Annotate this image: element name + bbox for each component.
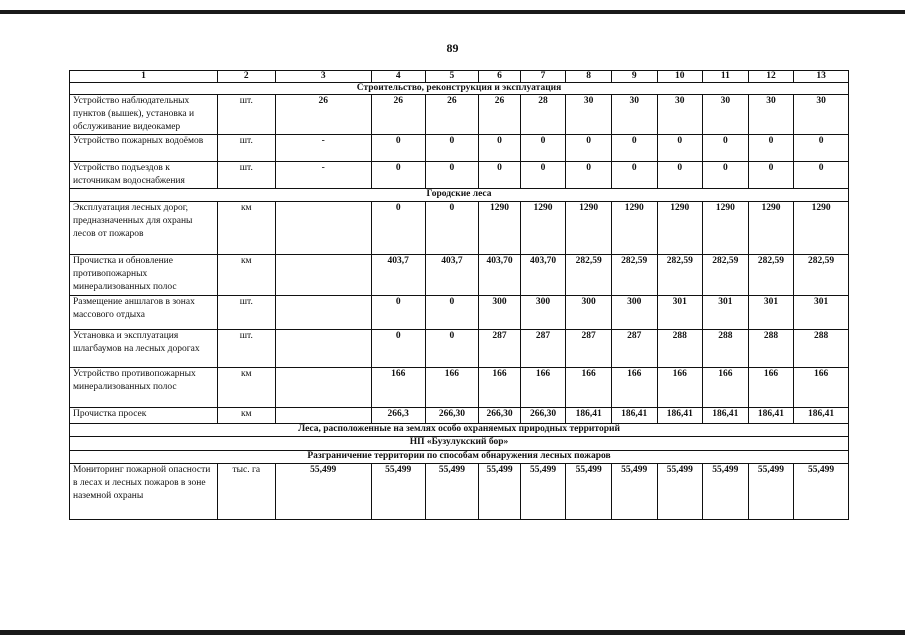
section-title: Леса, расположенные на землях особо охраняемых природных территорий bbox=[70, 424, 849, 437]
value-cell: 282,59 bbox=[566, 255, 612, 296]
value-cell: 288 bbox=[794, 330, 849, 368]
value-cell: 1290 bbox=[657, 202, 703, 255]
header-cell: 8 bbox=[566, 71, 612, 83]
table-row bbox=[70, 464, 849, 520]
section-row bbox=[70, 424, 849, 437]
value-cell: 1290 bbox=[479, 202, 521, 255]
row-col3: - bbox=[275, 135, 371, 162]
value-cell: 403,7 bbox=[371, 255, 425, 296]
value-cell: 282,59 bbox=[657, 255, 703, 296]
value-cell: 0 bbox=[425, 296, 479, 330]
row-unit: шт. bbox=[217, 95, 275, 135]
value-cell: 300 bbox=[611, 296, 657, 330]
table-row bbox=[70, 330, 849, 368]
value-cell: 166 bbox=[794, 368, 849, 408]
bottom-border-bar bbox=[0, 630, 905, 635]
value-cell: 0 bbox=[657, 162, 703, 189]
value-cell: 55,499 bbox=[657, 464, 703, 520]
section-row bbox=[70, 437, 849, 451]
value-cell: 300 bbox=[479, 296, 521, 330]
value-cell: 0 bbox=[425, 202, 479, 255]
value-cell: 282,59 bbox=[611, 255, 657, 296]
row-col3: 26 bbox=[275, 95, 371, 135]
header-cell: 5 bbox=[425, 71, 479, 83]
value-cell: 166 bbox=[703, 368, 749, 408]
value-cell: 0 bbox=[371, 135, 425, 162]
value-cell: 0 bbox=[611, 135, 657, 162]
value-cell: 30 bbox=[611, 95, 657, 135]
top-border-bar bbox=[0, 10, 905, 14]
section-row bbox=[70, 451, 849, 464]
value-cell: 26 bbox=[425, 95, 479, 135]
value-cell: 186,41 bbox=[748, 408, 794, 424]
row-unit: км bbox=[217, 255, 275, 296]
row-unit: шт. bbox=[217, 162, 275, 189]
value-cell: 403,70 bbox=[479, 255, 521, 296]
value-cell: 186,41 bbox=[794, 408, 849, 424]
section-title: Разграничение территории по способам обнаружения лесных пожаров bbox=[70, 451, 849, 464]
value-cell: 0 bbox=[425, 162, 479, 189]
row-col3: 55,499 bbox=[275, 464, 371, 520]
value-cell: 55,499 bbox=[611, 464, 657, 520]
value-cell: 186,41 bbox=[703, 408, 749, 424]
value-cell: 186,41 bbox=[566, 408, 612, 424]
header-cell: 11 bbox=[703, 71, 749, 83]
row-col3 bbox=[275, 202, 371, 255]
value-cell: 403,70 bbox=[520, 255, 566, 296]
row-col3 bbox=[275, 296, 371, 330]
table-row bbox=[70, 255, 849, 296]
value-cell: 287 bbox=[479, 330, 521, 368]
row-col3 bbox=[275, 255, 371, 296]
value-cell: 0 bbox=[425, 330, 479, 368]
value-cell: 300 bbox=[566, 296, 612, 330]
value-cell: 55,499 bbox=[425, 464, 479, 520]
row-name: Устройство пожарных водоёмов bbox=[70, 135, 218, 162]
row-col3 bbox=[275, 408, 371, 424]
value-cell: 1290 bbox=[520, 202, 566, 255]
value-cell: 1290 bbox=[703, 202, 749, 255]
value-cell: 30 bbox=[703, 95, 749, 135]
value-cell: 0 bbox=[371, 202, 425, 255]
value-cell: 0 bbox=[566, 162, 612, 189]
data-table bbox=[69, 70, 849, 520]
table-body bbox=[70, 71, 849, 520]
value-cell: 0 bbox=[703, 135, 749, 162]
value-cell: 288 bbox=[657, 330, 703, 368]
row-unit: шт. bbox=[217, 135, 275, 162]
section-row bbox=[70, 189, 849, 202]
value-cell: 55,499 bbox=[566, 464, 612, 520]
table-row bbox=[70, 95, 849, 135]
value-cell: 166 bbox=[748, 368, 794, 408]
value-cell: 30 bbox=[794, 95, 849, 135]
value-cell: 301 bbox=[703, 296, 749, 330]
value-cell: 266,30 bbox=[520, 408, 566, 424]
row-name: Установка и эксплуатация шлагбаумов на лесных дорогах bbox=[70, 330, 218, 368]
header-cell: 2 bbox=[217, 71, 275, 83]
header-cell: 10 bbox=[657, 71, 703, 83]
value-cell: 1290 bbox=[748, 202, 794, 255]
header-row bbox=[70, 71, 849, 83]
value-cell: 266,30 bbox=[425, 408, 479, 424]
value-cell: 287 bbox=[566, 330, 612, 368]
value-cell: 0 bbox=[371, 162, 425, 189]
value-cell: 0 bbox=[794, 135, 849, 162]
page-number: 89 bbox=[446, 41, 459, 55]
value-cell: 55,499 bbox=[794, 464, 849, 520]
value-cell: 0 bbox=[479, 162, 521, 189]
value-cell: 0 bbox=[520, 135, 566, 162]
table-row bbox=[70, 296, 849, 330]
value-cell: 26 bbox=[479, 95, 521, 135]
row-col3: - bbox=[275, 162, 371, 189]
table-row bbox=[70, 408, 849, 424]
section-title: НП «Бузулукский бор» bbox=[70, 437, 849, 451]
value-cell: 28 bbox=[520, 95, 566, 135]
row-name: Устройство подъездов к источникам водоснабжения bbox=[70, 162, 218, 189]
row-name: Прочистка просек bbox=[70, 408, 218, 424]
value-cell: 0 bbox=[611, 162, 657, 189]
value-cell: 30 bbox=[566, 95, 612, 135]
section-title: Строительство, реконструкция и эксплуатация bbox=[70, 83, 849, 95]
value-cell: 0 bbox=[520, 162, 566, 189]
value-cell: 0 bbox=[479, 135, 521, 162]
value-cell: 282,59 bbox=[794, 255, 849, 296]
table-row bbox=[70, 368, 849, 408]
value-cell: 287 bbox=[520, 330, 566, 368]
value-cell: 288 bbox=[703, 330, 749, 368]
table-row bbox=[70, 202, 849, 255]
value-cell: 282,59 bbox=[748, 255, 794, 296]
value-cell: 30 bbox=[657, 95, 703, 135]
value-cell: 1290 bbox=[794, 202, 849, 255]
value-cell: 55,499 bbox=[371, 464, 425, 520]
table-row bbox=[70, 162, 849, 189]
value-cell: 26 bbox=[371, 95, 425, 135]
header-cell: 6 bbox=[479, 71, 521, 83]
value-cell: 266,3 bbox=[371, 408, 425, 424]
row-col3 bbox=[275, 368, 371, 408]
row-name: Эксплуатация лесных дорог, предназначенных для охраны лесов от пожаров bbox=[70, 202, 218, 255]
value-cell: 30 bbox=[748, 95, 794, 135]
value-cell: 166 bbox=[566, 368, 612, 408]
value-cell: 55,499 bbox=[479, 464, 521, 520]
value-cell: 0 bbox=[371, 330, 425, 368]
row-unit: шт. bbox=[217, 330, 275, 368]
section-title: Городские леса bbox=[70, 189, 849, 202]
value-cell: 166 bbox=[520, 368, 566, 408]
value-cell: 300 bbox=[520, 296, 566, 330]
value-cell: 166 bbox=[611, 368, 657, 408]
value-cell: 0 bbox=[748, 162, 794, 189]
value-cell: 0 bbox=[657, 135, 703, 162]
row-name: Устройство наблюдательных пунктов (вышек), установка и обслуживание видеокамер bbox=[70, 95, 218, 135]
row-name: Устройство противопожарных минерализованных полос bbox=[70, 368, 218, 408]
row-unit: км bbox=[217, 202, 275, 255]
value-cell: 55,499 bbox=[520, 464, 566, 520]
value-cell: 0 bbox=[425, 135, 479, 162]
value-cell: 282,59 bbox=[703, 255, 749, 296]
value-cell: 55,499 bbox=[703, 464, 749, 520]
value-cell: 301 bbox=[657, 296, 703, 330]
value-cell: 0 bbox=[566, 135, 612, 162]
value-cell: 55,499 bbox=[748, 464, 794, 520]
row-name: Размещение аншлагов в зонах массового отдыха bbox=[70, 296, 218, 330]
value-cell: 1290 bbox=[566, 202, 612, 255]
value-cell: 288 bbox=[748, 330, 794, 368]
row-unit: тыс. га bbox=[217, 464, 275, 520]
value-cell: 266,30 bbox=[479, 408, 521, 424]
header-cell: 13 bbox=[794, 71, 849, 83]
row-unit: шт. bbox=[217, 296, 275, 330]
value-cell: 0 bbox=[371, 296, 425, 330]
value-cell: 166 bbox=[371, 368, 425, 408]
row-name: Прочистка и обновление противопожарных минерализованных полос bbox=[70, 255, 218, 296]
value-cell: 186,41 bbox=[657, 408, 703, 424]
value-cell: 0 bbox=[703, 162, 749, 189]
value-cell: 0 bbox=[748, 135, 794, 162]
header-cell: 3 bbox=[275, 71, 371, 83]
value-cell: 1290 bbox=[611, 202, 657, 255]
value-cell: 166 bbox=[479, 368, 521, 408]
value-cell: 186,41 bbox=[611, 408, 657, 424]
table-row bbox=[70, 135, 849, 162]
value-cell: 166 bbox=[425, 368, 479, 408]
header-cell: 7 bbox=[520, 71, 566, 83]
section-row bbox=[70, 83, 849, 95]
value-cell: 403,7 bbox=[425, 255, 479, 296]
row-unit: км bbox=[217, 408, 275, 424]
row-unit: км bbox=[217, 368, 275, 408]
value-cell: 301 bbox=[794, 296, 849, 330]
value-cell: 166 bbox=[657, 368, 703, 408]
value-cell: 0 bbox=[794, 162, 849, 189]
value-cell: 287 bbox=[611, 330, 657, 368]
header-cell: 4 bbox=[371, 71, 425, 83]
header-cell: 12 bbox=[748, 71, 794, 83]
header-cell: 9 bbox=[611, 71, 657, 83]
value-cell: 301 bbox=[748, 296, 794, 330]
row-name: Мониторинг пожарной опасности в лесах и лесных пожаров в зоне наземной охраны bbox=[70, 464, 218, 520]
header-cell: 1 bbox=[70, 71, 218, 83]
row-col3 bbox=[275, 330, 371, 368]
